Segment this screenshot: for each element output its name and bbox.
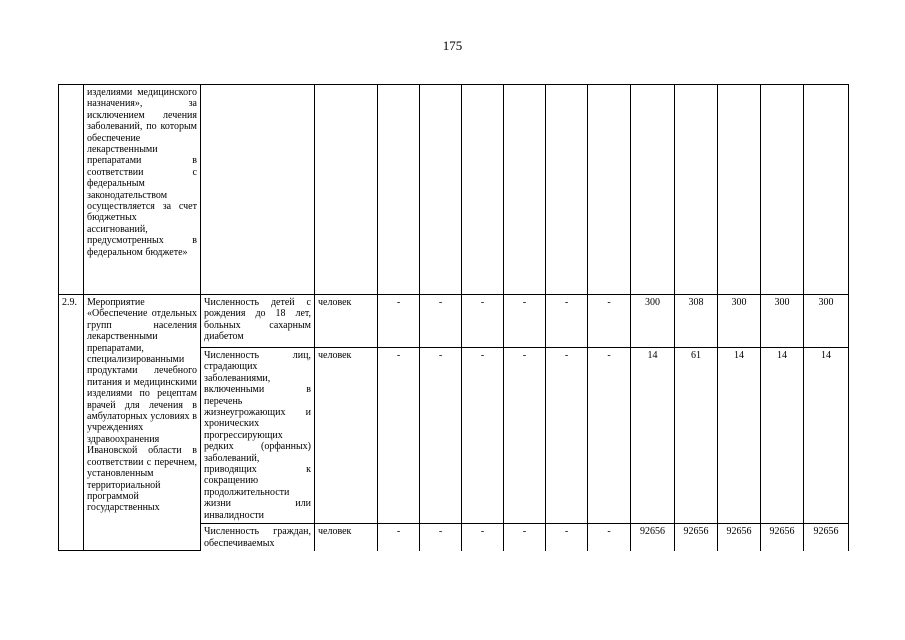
value-cell: - bbox=[378, 524, 420, 551]
value-cell bbox=[546, 85, 588, 295]
value-cell: 14 bbox=[804, 348, 849, 524]
value-cell: 300 bbox=[631, 295, 675, 348]
value-cell: 300 bbox=[718, 295, 761, 348]
value-cell: 14 bbox=[631, 348, 675, 524]
row-number-cell bbox=[59, 85, 84, 295]
value-cell: 92656 bbox=[675, 524, 718, 551]
row-number-cell: 2.9. bbox=[59, 295, 84, 551]
value-cell: 14 bbox=[718, 348, 761, 524]
indicator-name-cell: Численность лиц, страдающих заболеваниями, включенными в перечень жизнеугрожающих и хронических прогрессирующих редких (орфанных) заболеваний, приводящих к сокращению продолжительности жизни или инвалидности bbox=[201, 348, 315, 524]
indicator-name-cell: Численность граждан, обеспечиваемых bbox=[201, 524, 315, 551]
value-cell bbox=[462, 85, 504, 295]
value-cell: 92656 bbox=[631, 524, 675, 551]
value-cell bbox=[675, 85, 718, 295]
value-cell: 300 bbox=[761, 295, 804, 348]
value-cell: 300 bbox=[804, 295, 849, 348]
event-description-cell: Мероприятие «Обеспечение отдельных групп населения лекарственными препаратами, специализированными продуктами лечебного питания и медицинскими изделиями по рецептам врачей для лечения в амбулаторных условиях в учреждениях здравоохранения Ивановской области в соответствии с перечнем, установленным территориальной программой государственных bbox=[84, 295, 201, 551]
value-cell: - bbox=[546, 524, 588, 551]
value-cell: - bbox=[504, 524, 546, 551]
value-cell: - bbox=[504, 348, 546, 524]
indicator-name-cell: Численность детей с рождения до 18 лет, больных сахарным диабетом bbox=[201, 295, 315, 348]
event-description-cell: изделиями медицинского назначения», за исключением лечения заболеваний, по которым обеспечение лекарственными препаратами в соответствии с федеральным законодательством осуществляется за счет бюджетных ассигнований, предусмотренных в федеральном бюджете» bbox=[84, 85, 201, 295]
value-cell: - bbox=[588, 348, 631, 524]
value-cell: 308 bbox=[675, 295, 718, 348]
value-cell bbox=[718, 85, 761, 295]
indicator-name-cell bbox=[201, 85, 315, 295]
page-number: 175 bbox=[442, 38, 463, 53]
unit-cell: человек bbox=[315, 524, 378, 551]
value-cell bbox=[761, 85, 804, 295]
value-cell: - bbox=[420, 348, 462, 524]
value-cell bbox=[631, 85, 675, 295]
table-row-continued bbox=[59, 85, 849, 295]
unit-cell: человек bbox=[315, 348, 378, 524]
value-cell: - bbox=[588, 295, 631, 348]
value-cell: - bbox=[588, 524, 631, 551]
value-cell: - bbox=[420, 524, 462, 551]
value-cell: - bbox=[504, 295, 546, 348]
value-cell: - bbox=[378, 295, 420, 348]
value-cell: - bbox=[462, 295, 504, 348]
value-cell: 92656 bbox=[761, 524, 804, 551]
value-cell: 14 bbox=[761, 348, 804, 524]
table-row bbox=[59, 295, 849, 348]
value-cell: - bbox=[462, 524, 504, 551]
value-cell: - bbox=[546, 348, 588, 524]
value-cell: 92656 bbox=[718, 524, 761, 551]
value-cell: - bbox=[462, 348, 504, 524]
value-cell bbox=[420, 85, 462, 295]
value-cell: - bbox=[420, 295, 462, 348]
value-cell bbox=[588, 85, 631, 295]
value-cell: - bbox=[378, 348, 420, 524]
unit-cell: человек bbox=[315, 295, 378, 348]
value-cell: - bbox=[546, 295, 588, 348]
value-cell: 92656 bbox=[804, 524, 849, 551]
value-cell bbox=[504, 85, 546, 295]
value-cell bbox=[804, 85, 849, 295]
unit-cell bbox=[315, 85, 378, 295]
value-cell: 61 bbox=[675, 348, 718, 524]
program-indicators-table bbox=[58, 84, 849, 551]
value-cell bbox=[378, 85, 420, 295]
